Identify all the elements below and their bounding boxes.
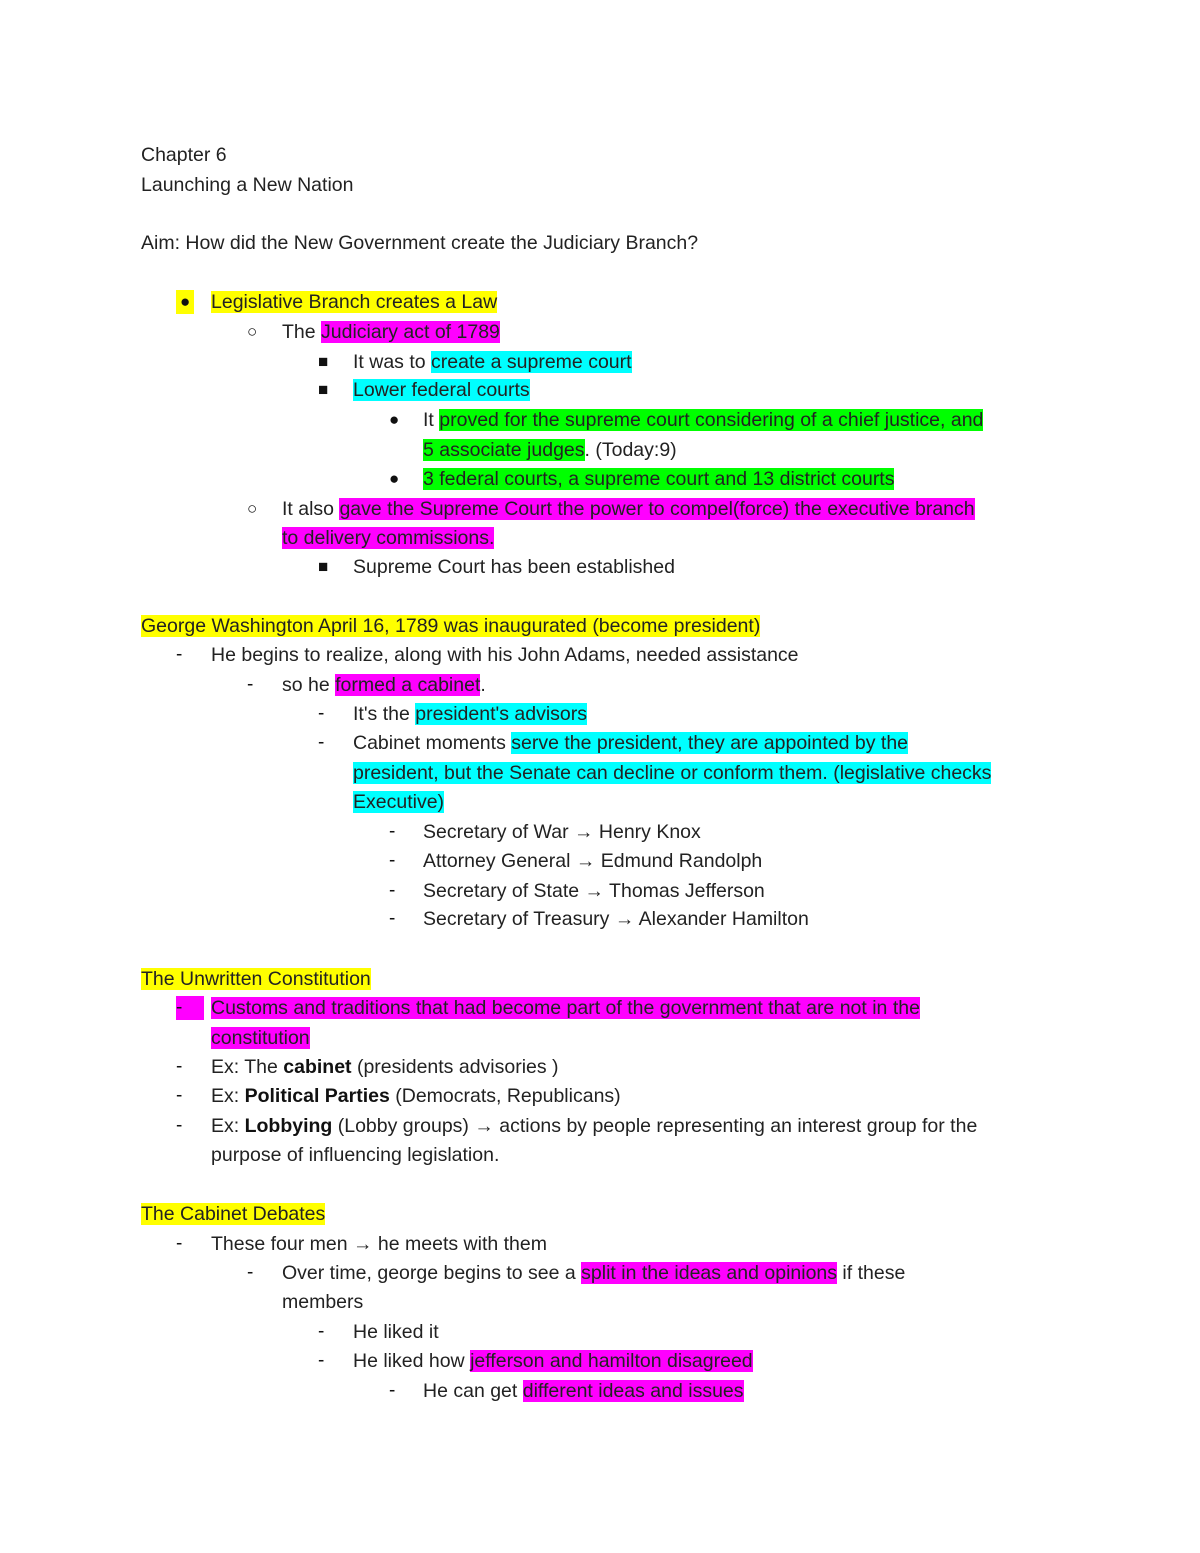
- bullet-dash-marker: -: [176, 996, 204, 1020]
- bullet-dash-marker: -: [176, 1233, 183, 1254]
- bullet-circle-marker: ○: [247, 322, 258, 341]
- outline-item: [282, 1261, 905, 1285]
- highlight-magenta: split in the ideas and opinions: [581, 1262, 838, 1284]
- highlight-magenta: Judiciary act of 1789: [321, 321, 500, 343]
- highlight-yellow: Legislative Branch creates a Law: [211, 291, 498, 313]
- outline-item: [211, 1055, 559, 1079]
- highlight-green: proved for the supreme court considering of a chief justice, and: [439, 409, 984, 431]
- item-text: He liked how: [353, 1350, 471, 1372]
- cabinet-member: Secretary of War → Henry Knox: [423, 821, 701, 843]
- bullet-dash-marker: -: [318, 1350, 325, 1371]
- highlight-cyan: president's advisors: [415, 703, 587, 725]
- outline-item: [211, 290, 497, 314]
- item-text: if these: [837, 1262, 906, 1284]
- outline-item: These four men → he meets with them: [211, 1233, 547, 1255]
- bullet-square-marker: ■: [318, 352, 329, 371]
- item-text: (Democrats, Republicans): [389, 1085, 621, 1107]
- item-text: It's the: [353, 703, 416, 725]
- bullet-dash-marker: -: [176, 1085, 183, 1106]
- highlight-cyan: Lower federal courts: [353, 379, 530, 401]
- outline-item: [282, 673, 486, 697]
- outline-item: He begins to realize, along with his John Adams, needed assistance: [211, 644, 799, 666]
- outline-item: [353, 702, 587, 726]
- highlight-magenta: Customs and traditions that had become part of the government that are not in the: [211, 997, 920, 1019]
- cabinet-member: Secretary of State → Thomas Jefferson: [423, 880, 765, 902]
- chapter-title: Chapter 6: [141, 144, 227, 166]
- highlight-magenta: gave the Supreme Court the power to compel(force) the executive branch: [339, 498, 975, 520]
- chapter-subtitle: Launching a New Nation: [141, 174, 354, 196]
- highlight-green: 5 associate judges: [423, 439, 585, 461]
- outline-item-continuation: members: [282, 1291, 364, 1313]
- highlight-magenta: different ideas and issues: [522, 1380, 744, 1402]
- item-text: It also: [282, 498, 340, 520]
- bullet-square-marker: ■: [318, 557, 329, 576]
- bullet-dot-marker: ●: [389, 469, 400, 488]
- outline-item: [211, 1114, 977, 1138]
- outline-item-continuation: [353, 790, 444, 814]
- highlight-magenta: constitution: [211, 1027, 310, 1049]
- outline-item: [353, 350, 632, 374]
- bullet-dot-marker: ●: [176, 290, 194, 314]
- outline-item-continuation: purpose of influencing legislation.: [211, 1144, 500, 1166]
- outline-item: [353, 1349, 753, 1373]
- outline-item: [353, 378, 530, 402]
- item-text: The: [282, 321, 322, 343]
- highlight-green: 3 federal courts, a supreme court and 13 district courts: [423, 468, 895, 490]
- bullet-dash-marker: -: [389, 908, 396, 929]
- outline-item: [423, 467, 894, 491]
- cabinet-member: Attorney General → Edmund Randolph: [423, 850, 763, 872]
- bullet-dash-marker: -: [389, 821, 396, 842]
- bullet-dash-marker: -: [176, 1115, 183, 1136]
- outline-item: [211, 1084, 621, 1108]
- highlight-cyan: serve the president, they are appointed by the: [511, 732, 909, 754]
- highlight-cyan: president, but the Senate can decline or conform them. (legislative checks: [353, 762, 992, 784]
- bullet-dash-marker: -: [176, 644, 183, 665]
- item-text: He can get: [423, 1380, 523, 1402]
- outline-item-continuation: [211, 1026, 310, 1050]
- item-text: (presidents advisories ): [351, 1056, 559, 1078]
- bullet-dash-marker: -: [318, 703, 325, 724]
- bullet-dash-marker: -: [176, 1056, 183, 1077]
- item-text: Over time, george begins to see a: [282, 1262, 582, 1284]
- outline-item: [423, 408, 983, 432]
- item-text: Cabinet moments: [353, 732, 512, 754]
- bullet-dash-marker: -: [318, 732, 325, 753]
- bold-term: Political Parties: [244, 1085, 390, 1107]
- highlight-magenta: to delivery commissions.: [282, 527, 495, 549]
- bullet-square-marker: ■: [318, 380, 329, 399]
- highlight-magenta: formed a cabinet: [335, 674, 481, 696]
- outline-item: [353, 731, 908, 755]
- item-text: Ex:: [211, 1085, 245, 1107]
- item-text: It was to: [353, 351, 432, 373]
- item-text: .: [480, 674, 486, 696]
- highlight-cyan: create a supreme court: [431, 351, 632, 373]
- bullet-dash-marker: -: [247, 674, 254, 695]
- item-text: Ex: The: [211, 1056, 284, 1078]
- bullet-dot-marker: ●: [389, 410, 400, 429]
- bold-term: Lobbying: [244, 1115, 333, 1137]
- outline-item: [423, 1379, 744, 1403]
- highlight-yellow: George Washington April 16, 1789 was inaugurated (become president): [141, 615, 761, 637]
- outline-item-continuation: [282, 526, 494, 550]
- aim-question: Aim: How did the New Government create the Judiciary Branch?: [141, 232, 699, 254]
- outline-item: [353, 555, 675, 579]
- item-text: so he: [282, 674, 336, 696]
- bullet-circle-marker: ○: [247, 499, 258, 518]
- bullet-dash-marker: -: [389, 880, 396, 901]
- highlight-yellow: The Unwritten Constitution: [141, 968, 371, 990]
- highlight-yellow: The Cabinet Debates: [141, 1203, 326, 1225]
- item-text: Ex:: [211, 1115, 245, 1137]
- highlight-cyan: Executive): [353, 791, 445, 813]
- item-text: (Lobby groups) → actions by people representing an interest group for the: [332, 1115, 978, 1137]
- outline-item: [282, 497, 975, 521]
- item-text: . (Today:9): [584, 439, 677, 461]
- section-heading: [141, 614, 760, 638]
- item-text: It: [423, 409, 440, 431]
- bullet-dash-marker: -: [318, 1321, 325, 1342]
- outline-item-continuation: [353, 761, 991, 785]
- highlight-magenta: jefferson and hamilton disagreed: [470, 1350, 753, 1372]
- bold-term: cabinet: [283, 1056, 352, 1078]
- outline-item: He liked it: [353, 1321, 439, 1343]
- item-text: Supreme Court has been established: [353, 556, 675, 578]
- outline-item: [282, 320, 500, 344]
- section-heading: [141, 1202, 325, 1226]
- cabinet-member: Secretary of Treasury → Alexander Hamilton: [423, 908, 809, 930]
- outline-item: [211, 996, 920, 1020]
- outline-item-continuation: [423, 438, 677, 462]
- bullet-dash-marker: -: [389, 850, 396, 871]
- bullet-dash-marker: -: [247, 1262, 254, 1283]
- bullet-dash-marker: -: [389, 1380, 396, 1401]
- section-heading: [141, 967, 371, 991]
